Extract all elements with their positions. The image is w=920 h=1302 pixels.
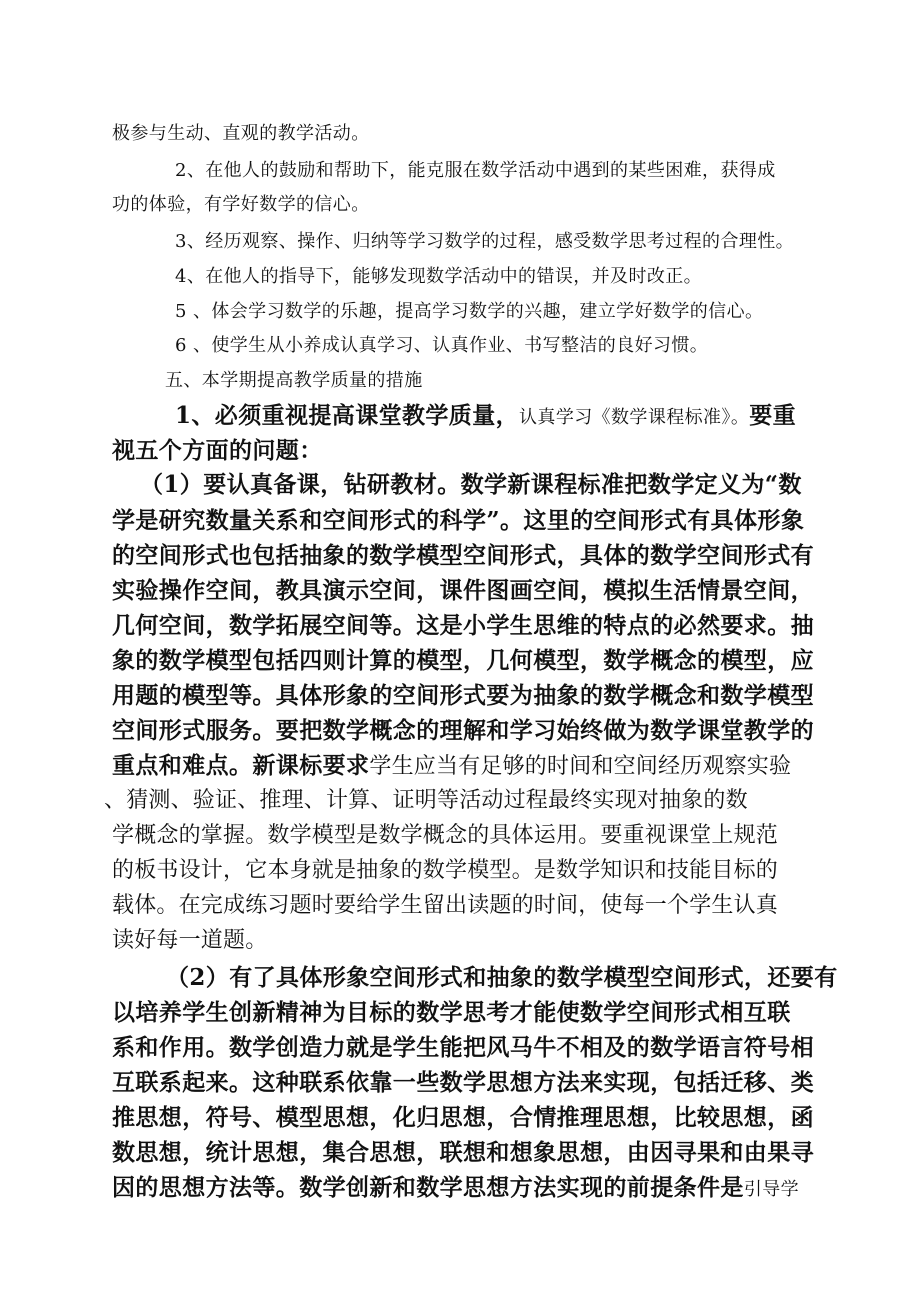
- measure-1-line-2: 视五个方面的问题：: [112, 437, 323, 464]
- para-1-line-3: 的空间形式也包括抽象的数学模型空间形式，具体的数学空间形式有: [112, 542, 814, 569]
- para-1-line-14: 读好每一道题。: [112, 928, 268, 953]
- para-1-line-2: 学是研究数量关系和空间形式的科学”。这里的空间形式有具体形象: [112, 507, 805, 534]
- measure-1-line-1: [175, 397, 796, 430]
- list-item-2-line-1: 2、在他人的鼓励和帮助下，能克服在数学活动中遇到的某些困难，获得成: [175, 160, 776, 181]
- para-1-bold-part: 重点和难点。新课标要求: [112, 752, 370, 779]
- para-1-line-8: 空间形式服务。要把数学概念的理解和学习始终做为数学课堂教学的: [112, 717, 814, 744]
- measure-1-title-cont: 要重: [749, 402, 797, 429]
- para-1-line-6: 象的数学模型包括四则计算的模型，几何模型，数学概念的模型，应: [112, 647, 814, 674]
- para-2-line-5: 推思想，符号、模型思想，化归思想，合情推理思想，比较思想，函: [112, 1104, 814, 1131]
- para-1-normal-part: 学生应当有足够的时间和空间经历观察实验: [369, 754, 792, 779]
- para-1-line-1: （1）要认真备课，钻研教材。数学新课程标准把数学定义为“数: [140, 471, 802, 498]
- para-2-line-3: 系和作用。数学创造力就是学生能把风马牛不相及的数学语言符号相: [112, 1034, 814, 1061]
- para-2-line-7: [112, 1169, 799, 1202]
- para-2-line-4: 互联系起来。这种联系依靠一些数学思想方法来实现，包括迁移、类: [112, 1069, 814, 1096]
- para-1-line-9: [112, 747, 791, 780]
- section-heading: 五、本学期提高教学质量的措施: [165, 370, 423, 391]
- measure-1-note: 认真学习《数学课程标准》。: [519, 407, 750, 428]
- measure-1-title: 1、必须重视提高课堂教学质量，: [175, 402, 520, 429]
- para-2-normal-part: 引导学: [743, 1179, 800, 1200]
- list-item-2-line-2: 功的体验，有学好数学的信心。: [112, 194, 370, 215]
- para-2-bold-part: 因的思想方法等。数学创新和数学思想方法实现的前提条件是: [112, 1174, 744, 1201]
- para-1-line-4: 实验操作空间，教具演示空间，课件图画空间，模拟生活情景空间，: [112, 577, 814, 604]
- list-item-4: 4、在他人的指导下，能够发现数学活动中的错误，并及时改正。: [175, 266, 703, 287]
- para-1-line-7: 用题的模型等。具体形象的空间形式要为抽象的数学概念和数学模型: [112, 682, 814, 709]
- para-1-line-12: 的板书设计，它本身就是抽象的数学模型。是数学知识和技能目标的: [112, 858, 779, 883]
- list-item-6: 6 、使学生从小养成认真学习、认真作业、书写整洁的良好习惯。: [175, 335, 709, 356]
- para-2-line-1: （2）有了具体形象空间形式和抽象的数学模型空间形式，还要有: [166, 964, 838, 991]
- para-2-line-6: 数思想，统计思想，集合思想，联想和想象思想，由因寻果和由果寻: [112, 1139, 814, 1166]
- para-1-line-5: 几何空间，数学拓展空间等。这是小学生思维的特点的必然要求。抽: [112, 612, 814, 639]
- para-1-line-10: 、猜测、验证、推理、计算、证明等活动过程最终实现对抽象的数: [104, 788, 748, 813]
- list-item-3: 3、经历观察、操作、归纳等学习数学的过程，感受数学思考过程的合理性。: [175, 231, 795, 252]
- para-1-line-13: 载体。在完成练习题时要给学生留出读题的时间，使每一个学生认真: [112, 893, 779, 918]
- text-line: 极参与生动、直观的教学活动。: [112, 123, 370, 144]
- list-item-5: 5 、体会学习数学的乐趣，提高学习数学的兴趣，建立学好数学的信心。: [175, 301, 764, 322]
- para-1-line-11: 学概念的掌握。数学模型是数学概念的具体运用。要重视课堂上规范: [112, 823, 779, 848]
- para-2-line-2: 以培养学生创新精神为目标的数学思考才能使数学空间形式相互联: [112, 999, 791, 1026]
